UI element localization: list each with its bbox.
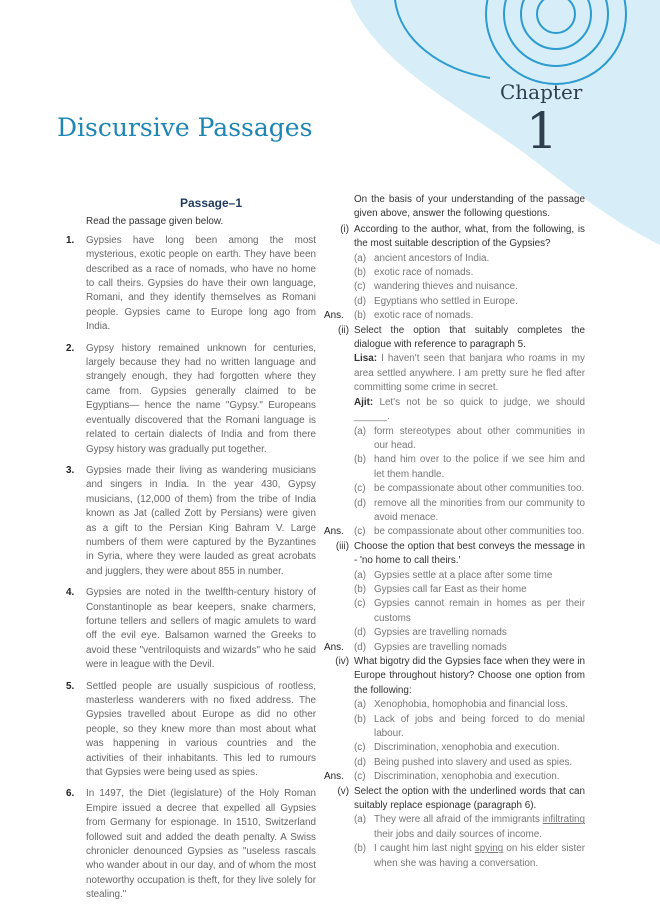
option-label: (c)	[354, 281, 366, 293]
paragraph-number: 3.	[66, 464, 75, 476]
answer-label: Ans.	[324, 310, 344, 322]
paragraph-number: 1.	[66, 234, 75, 246]
option-text: exotic race of nomads.	[374, 267, 474, 279]
passage-paragraph	[66, 680, 316, 781]
option-label: (b)	[354, 454, 367, 466]
question	[324, 540, 585, 569]
question-number: (iii)	[335, 540, 349, 552]
underlined-word: spying	[474, 843, 504, 855]
option-text-after: on his elder sister when she was having a conversation.	[374, 843, 585, 869]
option	[354, 569, 585, 583]
option-text: ancient ancestors of India.	[374, 252, 490, 264]
option-text: Xenophobia, homophobia and financial loss.	[374, 699, 568, 711]
question-text: According to the author, what, from the following, is the most suitable description of the Gypsies?	[354, 223, 585, 250]
chapter-label: Chapter	[500, 80, 583, 104]
answer-row	[324, 309, 585, 323]
option	[354, 280, 585, 294]
option	[354, 842, 585, 871]
option	[354, 698, 585, 712]
question	[324, 655, 585, 698]
option-label: (d)	[354, 627, 367, 639]
answer-row	[324, 525, 585, 539]
option-label: (a)	[354, 699, 367, 711]
option	[354, 713, 585, 742]
option	[354, 597, 585, 626]
passage-column	[66, 196, 316, 904]
answer-label: Ans.	[324, 641, 344, 653]
answer-label: Ans.	[324, 771, 344, 783]
paragraph-text: Gypsies made their living as wandering musicians and singers in India. In the year 430, Gypsy musicians, (12,000 of them) from the tribe of India known as Jat (called Zott by Persians) were given as a gift to the Persian King Bahram V. Large numbers of them were captured by the Byzantines in Syria, where they were lauded as great acrobats and jugglers, they were about 855 in number.	[86, 464, 316, 577]
option	[354, 626, 585, 640]
question-number: (ii)	[338, 324, 349, 336]
option-text: Gypsies are travelling nomads	[374, 627, 507, 639]
passage-paragraph	[66, 787, 316, 902]
dialogue-line-lisa	[354, 352, 585, 395]
speaker-text: I haven't seen that banjara who roams in my area settled anywhere. I am pretty sure he fled after committing some crime in secret.	[354, 353, 585, 394]
option-label: (d)	[354, 497, 367, 509]
question-number: (v)	[337, 785, 349, 797]
option-label: (b)	[354, 583, 367, 595]
option-text: form stereotypes about other communities in our head.	[374, 425, 585, 451]
passage-intro: Read the passage given below.	[86, 216, 224, 228]
option-text: Discrimination, xenophobia and execution.	[374, 742, 560, 754]
option-label: (a)	[354, 569, 367, 581]
option-label: (b)	[354, 843, 367, 855]
option-label: (c)	[354, 742, 366, 754]
paragraph-number: 4.	[66, 587, 75, 599]
option-text	[374, 842, 585, 871]
option-label: (a)	[354, 814, 367, 826]
passage-heading: Passage–1	[179, 196, 243, 210]
answer-text: Gypsies are travelling nomads	[374, 641, 507, 653]
underlined-word: infiltrating	[542, 814, 585, 826]
option-text-before: I caught him last night	[374, 843, 475, 855]
speaker-name: Ajit:	[354, 396, 374, 408]
passage-paragraph	[66, 464, 316, 579]
option-text: Gypsies cannot remain in homes as per their customs	[374, 598, 585, 624]
option	[354, 482, 585, 496]
question-text: What bigotry did the Gypsies face when they were in Europe throughout history? Choose one option from the following:	[354, 656, 585, 696]
answer-label: Ans.	[324, 526, 344, 538]
paragraph-number: 5.	[66, 680, 75, 692]
option-text: Gypsies call far East as their home	[374, 583, 527, 595]
paragraph-text: Settled people are usually suspicious of rootless, masterless wanderers with no fixed address. The Gypsies travelled about Europe as did no other people, so they knew more than most about what was happening in various countries and the activities of their inhabitants. This led to rumours that Gypsies were being used as spies.	[86, 680, 316, 779]
option	[354, 453, 585, 482]
passage-paragraph	[66, 586, 316, 672]
option	[354, 266, 585, 280]
option	[354, 425, 585, 454]
option-text: be compassionate about other communities too.	[374, 483, 585, 495]
option	[354, 583, 585, 597]
option	[354, 741, 585, 755]
option-text: wandering thieves and nuisance.	[374, 281, 518, 293]
option-text: hand him over to the police if we see him and let them handle.	[374, 454, 585, 480]
answer-option-label: (c)	[354, 526, 366, 538]
option-text: Egyptians who settled in Europe.	[374, 295, 518, 307]
option-label: (d)	[354, 756, 367, 768]
option	[354, 252, 585, 266]
option-text: remove all the minorities from our community to avoid menace.	[374, 497, 585, 523]
question-number: (iv)	[335, 656, 349, 667]
option-text: Gypsies settle at a place after some time	[374, 569, 553, 581]
passage-paragraph	[66, 234, 316, 335]
speaker-text: Let's not be so quick to judge, we should ______.	[354, 396, 585, 423]
answer-text: be compassionate about other communities too.	[374, 526, 585, 538]
option-label: (b)	[354, 713, 367, 725]
option	[354, 497, 585, 526]
paragraph-text: Gypsy history remained unknown for centuries, largely because they had no written language and strangely enough, they had forgotten where they came from. Gypsies generally claimed to be Egyptians— hence the name "Gypsy." Europeans eventually discovered that the Romani language is related to certain dialects of India and from there Gypsy history was gradually put together.	[86, 342, 316, 455]
option	[354, 756, 585, 770]
answer-option-label: (b)	[354, 310, 367, 322]
option-text-before: They were all afraid of the immigrants	[374, 814, 543, 826]
chapter-number: 1	[526, 102, 558, 160]
paragraph-text: In 1497, the Diet (legislature) of the Holy Roman Empire issued a decree that expelled all Gypsies from Germany for espionage. In 1510, Switzerland followed suit and added the death penalty. A Swiss chronicler denounced Gypsies as "useless rascals who wander about in our day, and of whom the most noteworthy occupation is theft, for they live solely for stealing."	[86, 788, 316, 901]
option-label: (c)	[354, 483, 366, 495]
paragraph-number: 2.	[66, 342, 75, 354]
paragraph-number: 6.	[66, 788, 75, 800]
answer-row	[324, 770, 585, 784]
question-number: (i)	[340, 223, 349, 235]
option	[354, 813, 585, 842]
questions-intro: On the basis of your understanding of the passage given above, answer the following questions.	[354, 194, 585, 220]
question-text: Select the option that suitably completes the dialogue with reference to paragraph 5.	[354, 324, 585, 351]
option-text	[374, 813, 585, 842]
paragraph-text: Gypsies have long been among the most mysterious, exotic people on earth. They have been described as a race of nomads, who have no home to call theirs. Gypsies do have their own language, Romani, and they identify themselves as Romani people. Gypsies came to Europe long ago from India.	[86, 234, 316, 333]
option-label: (a)	[354, 252, 367, 264]
option-label: (b)	[354, 267, 367, 279]
answer-row	[324, 641, 585, 655]
page-title: Discursive Passages	[57, 113, 313, 142]
option-text: Lack of jobs and being forced to do menial labour.	[374, 713, 585, 740]
question	[324, 223, 585, 252]
option-text: Being pushed into slavery and used as spies.	[374, 756, 573, 768]
option	[354, 295, 585, 309]
option-label: (c)	[354, 598, 366, 610]
passage-paragraph	[66, 342, 316, 457]
answer-text: Discrimination, xenophobia and execution.	[374, 771, 560, 783]
question	[324, 324, 585, 353]
option-text-after: their jobs and daily sources of income.	[374, 828, 542, 840]
question	[324, 785, 585, 814]
option-label: (d)	[354, 295, 367, 307]
dialogue-line-ajit	[354, 396, 585, 425]
paragraph-text: Gypsies are noted in the twelfth-century history of Constantinople as bear keepers, snake charmers, fortune tellers and sellers of magic amulets to ward off the evil eye. Balsamon warned the Greeks to avoid these "ventriloquists and wizards" who he said were in league with the Devil.	[86, 587, 316, 671]
question-text: Choose the option that best conveys the message in - 'no home to call theirs.'	[354, 540, 585, 567]
answer-option-label: (d)	[354, 641, 367, 653]
answer-option-label: (c)	[354, 771, 366, 783]
question-text: Select the option with the underlined words that can suitably replace espionage (paragraph 6).	[354, 785, 585, 812]
questions-column	[324, 193, 585, 871]
answer-text: exotic race of nomads.	[374, 310, 474, 322]
speaker-name: Lisa:	[354, 353, 378, 365]
option-label: (a)	[354, 425, 367, 437]
